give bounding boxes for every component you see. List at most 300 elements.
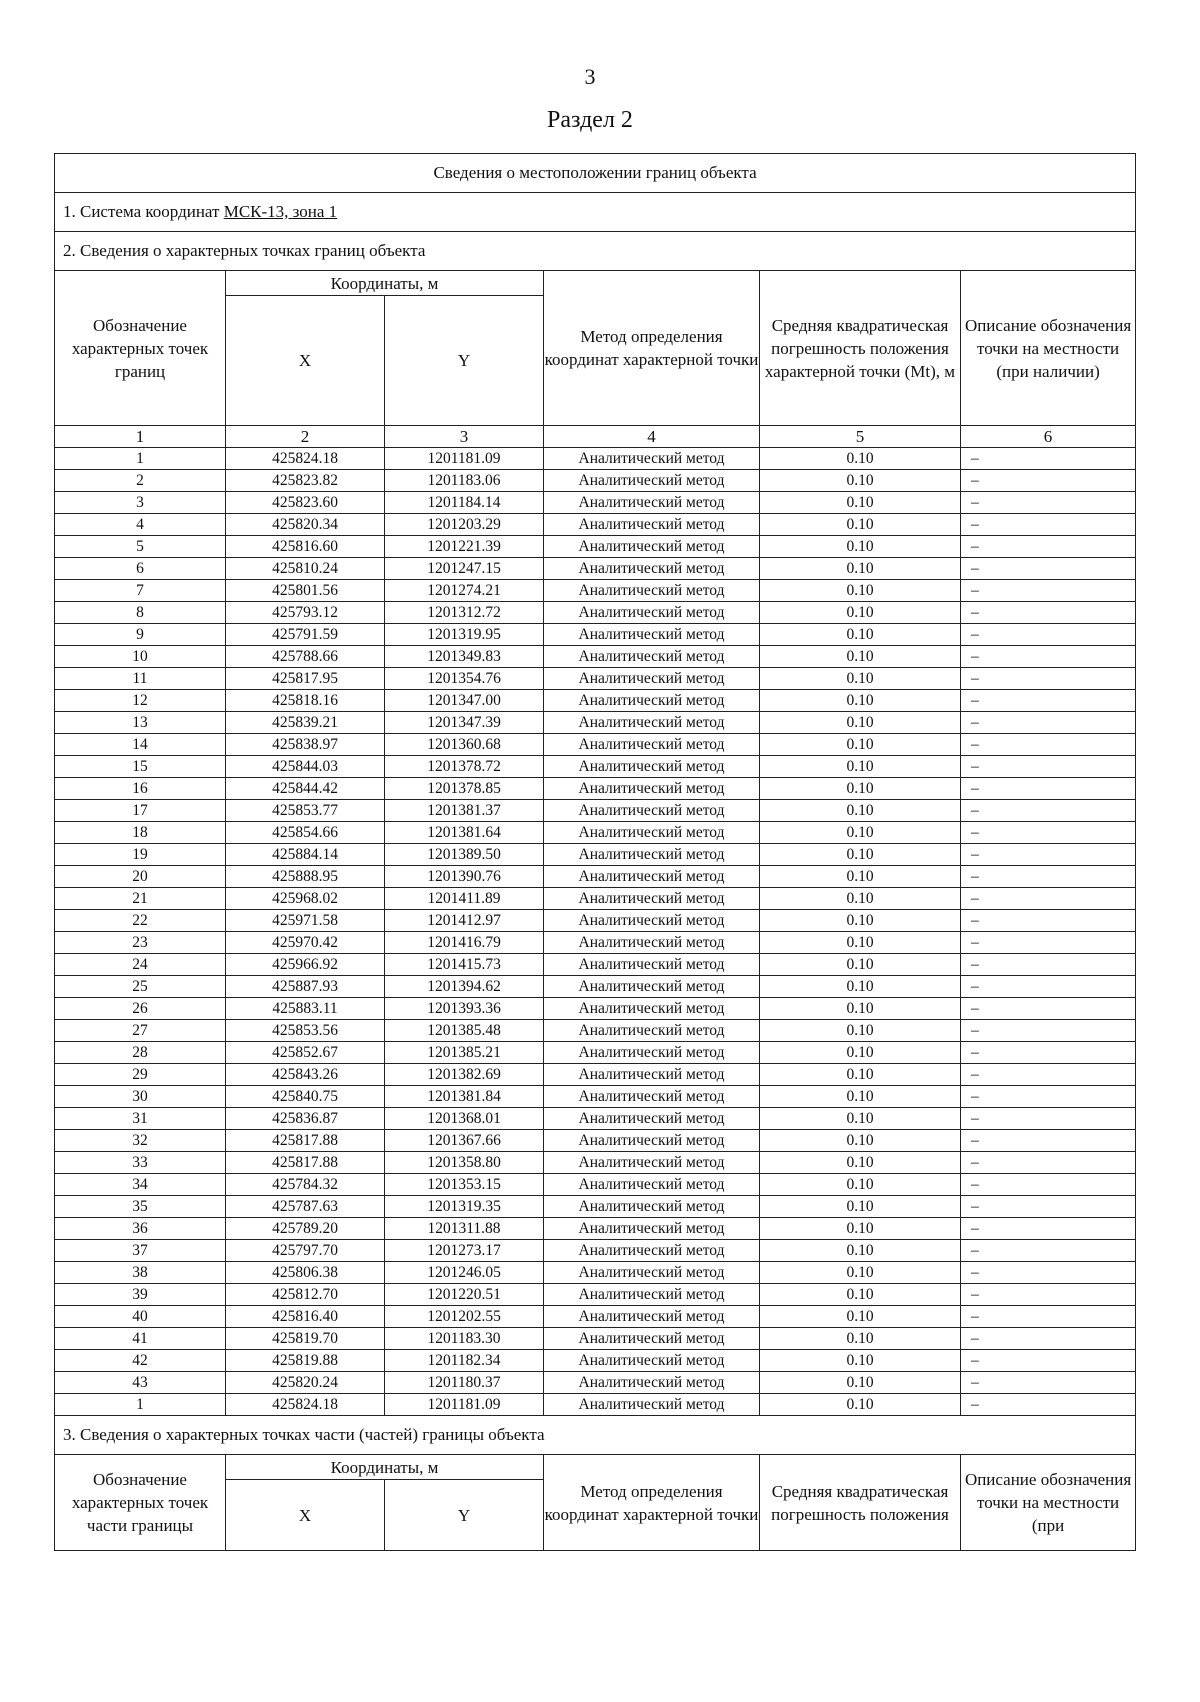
table-row	[55, 756, 1136, 778]
coordinate-y-cell: 1201181.09	[385, 1394, 544, 1416]
coordinate-y-cell: 1201247.15	[385, 558, 544, 580]
method-cell: Аналитический метод	[544, 778, 760, 800]
table-row	[55, 668, 1136, 690]
column-number: 2	[226, 426, 385, 448]
method-cell: Аналитический метод	[544, 756, 760, 778]
point-number-cell: 5	[55, 536, 226, 558]
coordinate-y-cell: 1201393.36	[385, 998, 544, 1020]
accuracy-cell: 0.10	[760, 734, 961, 756]
coordinate-x-cell: 425883.11	[226, 998, 385, 1020]
description-cell: –	[961, 1086, 1136, 1108]
description-cell: –	[961, 954, 1136, 976]
point-number-cell: 29	[55, 1064, 226, 1086]
accuracy-cell: 0.10	[760, 448, 961, 470]
table-row	[55, 558, 1136, 580]
coordinate-y-cell: 1201183.06	[385, 470, 544, 492]
coordinate-x-cell: 425853.77	[226, 800, 385, 822]
accuracy-cell: 0.10	[760, 668, 961, 690]
accuracy-cell: 0.10	[760, 800, 961, 822]
coordinate-x-cell: 425791.59	[226, 624, 385, 646]
point-number-cell: 9	[55, 624, 226, 646]
description-cell: –	[961, 866, 1136, 888]
point-number-cell: 1	[55, 448, 226, 470]
accuracy-cell: 0.10	[760, 756, 961, 778]
coordinate-x-cell: 425797.70	[226, 1240, 385, 1262]
accuracy-cell: 0.10	[760, 646, 961, 668]
table-row	[55, 1130, 1136, 1152]
point-number-cell: 8	[55, 602, 226, 624]
coordinate-x-cell: 425968.02	[226, 888, 385, 910]
coordinate-y-cell: 1201349.83	[385, 646, 544, 668]
point-number-cell: 25	[55, 976, 226, 998]
point-number-cell: 14	[55, 734, 226, 756]
method-cell: Аналитический метод	[544, 976, 760, 998]
method-cell: Аналитический метод	[544, 844, 760, 866]
point-number-cell: 4	[55, 514, 226, 536]
coordinate-x-cell: 425824.18	[226, 448, 385, 470]
accuracy-cell: 0.10	[760, 1196, 961, 1218]
description-cell: –	[961, 1042, 1136, 1064]
description-cell: –	[961, 1130, 1136, 1152]
part-header-x: X	[226, 1480, 385, 1551]
coordinate-y-cell: 1201347.39	[385, 712, 544, 734]
description-cell: –	[961, 976, 1136, 998]
coordinate-y-cell: 1201319.35	[385, 1196, 544, 1218]
point-number-cell: 1	[55, 1394, 226, 1416]
point-number-cell: 11	[55, 668, 226, 690]
description-cell: –	[961, 514, 1136, 536]
coordinate-x-cell: 425788.66	[226, 646, 385, 668]
accuracy-cell: 0.10	[760, 1262, 961, 1284]
point-number-cell: 34	[55, 1174, 226, 1196]
method-cell: Аналитический метод	[544, 800, 760, 822]
coordinate-x-cell: 425816.60	[226, 536, 385, 558]
coordinate-y-cell: 1201358.80	[385, 1152, 544, 1174]
point-number-cell: 18	[55, 822, 226, 844]
point-number-cell: 19	[55, 844, 226, 866]
table-row	[55, 866, 1136, 888]
method-cell: Аналитический метод	[544, 448, 760, 470]
section-title: Раздел 2	[547, 107, 633, 133]
coordinate-y-cell: 1201385.48	[385, 1020, 544, 1042]
coordinate-y-cell: 1201412.97	[385, 910, 544, 932]
method-cell: Аналитический метод	[544, 822, 760, 844]
coordinate-y-cell: 1201385.21	[385, 1042, 544, 1064]
point-number-cell: 24	[55, 954, 226, 976]
method-cell: Аналитический метод	[544, 888, 760, 910]
point-number-cell: 40	[55, 1306, 226, 1328]
description-cell: –	[961, 998, 1136, 1020]
method-cell: Аналитический метод	[544, 910, 760, 932]
table-row	[55, 492, 1136, 514]
coordinate-y-cell: 1201221.39	[385, 536, 544, 558]
table-row	[55, 1372, 1136, 1394]
table-row	[55, 800, 1136, 822]
table-row	[55, 888, 1136, 910]
point-number-cell: 37	[55, 1240, 226, 1262]
point-number-cell: 36	[55, 1218, 226, 1240]
table-row	[55, 1174, 1136, 1196]
boundary-info-form	[54, 153, 1135, 1551]
part-section-title: 3. Сведения о характерных точках части (частей) границы объекта	[55, 1416, 1136, 1455]
point-number-cell: 15	[55, 756, 226, 778]
coordinate-x-cell: 425971.58	[226, 910, 385, 932]
description-cell: –	[961, 734, 1136, 756]
description-cell: –	[961, 1328, 1136, 1350]
description-cell: –	[961, 932, 1136, 954]
accuracy-cell: 0.10	[760, 1372, 961, 1394]
method-cell: Аналитический метод	[544, 514, 760, 536]
coordinate-x-cell: 425823.82	[226, 470, 385, 492]
coordinate-x-cell: 425816.40	[226, 1306, 385, 1328]
accuracy-cell: 0.10	[760, 580, 961, 602]
coordinate-x-cell: 425839.21	[226, 712, 385, 734]
table-row	[55, 1240, 1136, 1262]
coordinate-x-cell: 425817.88	[226, 1130, 385, 1152]
method-cell: Аналитический метод	[544, 932, 760, 954]
coordinate-x-cell: 425801.56	[226, 580, 385, 602]
part-header-description: Описание обозначения точки на местности (при	[961, 1455, 1136, 1551]
point-number-cell: 38	[55, 1262, 226, 1284]
description-cell: –	[961, 1306, 1136, 1328]
method-cell: Аналитический метод	[544, 712, 760, 734]
description-cell: –	[961, 602, 1136, 624]
coordinate-y-cell: 1201378.72	[385, 756, 544, 778]
coordinate-x-cell: 425884.14	[226, 844, 385, 866]
coordinate-y-cell: 1201378.85	[385, 778, 544, 800]
description-cell: –	[961, 822, 1136, 844]
coordinate-x-cell: 425810.24	[226, 558, 385, 580]
coordinate-y-cell: 1201390.76	[385, 866, 544, 888]
description-cell: –	[961, 492, 1136, 514]
method-cell: Аналитический метод	[544, 536, 760, 558]
coordinate-y-cell: 1201274.21	[385, 580, 544, 602]
description-cell: –	[961, 1262, 1136, 1284]
coordinate-y-cell: 1201184.14	[385, 492, 544, 514]
method-cell: Аналитический метод	[544, 1350, 760, 1372]
method-cell: Аналитический метод	[544, 492, 760, 514]
description-cell: –	[961, 1196, 1136, 1218]
accuracy-cell: 0.10	[760, 558, 961, 580]
point-number-cell: 20	[55, 866, 226, 888]
table-row	[55, 448, 1136, 470]
table-row	[55, 1152, 1136, 1174]
table-row	[55, 954, 1136, 976]
table-row	[55, 712, 1136, 734]
accuracy-cell: 0.10	[760, 954, 961, 976]
method-cell: Аналитический метод	[544, 1064, 760, 1086]
table-row	[55, 1020, 1136, 1042]
accuracy-cell: 0.10	[760, 1086, 961, 1108]
coordinate-y-cell: 1201273.17	[385, 1240, 544, 1262]
point-number-cell: 33	[55, 1152, 226, 1174]
coordinate-y-cell: 1201389.50	[385, 844, 544, 866]
description-cell: –	[961, 1240, 1136, 1262]
coordinate-y-cell: 1201311.88	[385, 1218, 544, 1240]
accuracy-cell: 0.10	[760, 1306, 961, 1328]
point-number-cell: 17	[55, 800, 226, 822]
method-cell: Аналитический метод	[544, 1284, 760, 1306]
coordinate-y-cell: 1201319.95	[385, 624, 544, 646]
accuracy-cell: 0.10	[760, 1130, 961, 1152]
coordinate-y-cell: 1201183.30	[385, 1328, 544, 1350]
header-coordinates: Координаты, м	[226, 271, 544, 296]
coordinate-x-cell: 425784.32	[226, 1174, 385, 1196]
description-cell: –	[961, 778, 1136, 800]
column-number: 5	[760, 426, 961, 448]
coordinate-x-cell: 425852.67	[226, 1042, 385, 1064]
accuracy-cell: 0.10	[760, 712, 961, 734]
point-number-cell: 22	[55, 910, 226, 932]
accuracy-cell: 0.10	[760, 1328, 961, 1350]
table-row	[55, 514, 1136, 536]
column-number: 6	[961, 426, 1136, 448]
accuracy-cell: 0.10	[760, 690, 961, 712]
coordinate-x-cell: 425843.26	[226, 1064, 385, 1086]
description-cell: –	[961, 646, 1136, 668]
accuracy-cell: 0.10	[760, 1020, 961, 1042]
coordinate-y-cell: 1201411.89	[385, 888, 544, 910]
method-cell: Аналитический метод	[544, 1218, 760, 1240]
method-cell: Аналитический метод	[544, 734, 760, 756]
point-number-cell: 21	[55, 888, 226, 910]
coordinate-x-cell: 425853.56	[226, 1020, 385, 1042]
description-cell: –	[961, 1064, 1136, 1086]
coordinate-system	[55, 193, 1136, 232]
point-number-cell: 39	[55, 1284, 226, 1306]
part-header-coordinates: Координаты, м	[226, 1455, 544, 1480]
table-row	[55, 580, 1136, 602]
accuracy-cell: 0.10	[760, 844, 961, 866]
accuracy-cell: 0.10	[760, 1218, 961, 1240]
table-row	[55, 1262, 1136, 1284]
method-cell: Аналитический метод	[544, 1152, 760, 1174]
point-number-cell: 23	[55, 932, 226, 954]
table-row	[55, 470, 1136, 492]
main-table	[54, 153, 1136, 1551]
description-cell: –	[961, 558, 1136, 580]
part-header-designation: Обозначение характерных точек части границы	[55, 1455, 226, 1551]
table-row	[55, 998, 1136, 1020]
description-cell: –	[961, 1350, 1136, 1372]
coordinate-system-value: МСК-13, зона 1	[223, 202, 338, 221]
accuracy-cell: 0.10	[760, 822, 961, 844]
accuracy-cell: 0.10	[760, 492, 961, 514]
method-cell: Аналитический метод	[544, 1020, 760, 1042]
accuracy-cell: 0.10	[760, 1174, 961, 1196]
column-number-row	[55, 426, 1136, 448]
coordinate-x-cell: 425824.18	[226, 1394, 385, 1416]
header-description: Описание обозначения точки на местности (при наличии)	[961, 271, 1136, 426]
accuracy-cell: 0.10	[760, 514, 961, 536]
description-cell: –	[961, 1372, 1136, 1394]
coordinate-y-cell: 1201180.37	[385, 1372, 544, 1394]
accuracy-cell: 0.10	[760, 1108, 961, 1130]
table-row	[55, 976, 1136, 998]
table-row	[55, 1328, 1136, 1350]
accuracy-cell: 0.10	[760, 1394, 961, 1416]
coordinate-x-cell: 425854.66	[226, 822, 385, 844]
description-cell: –	[961, 470, 1136, 492]
table-row	[55, 1108, 1136, 1130]
coordinate-y-cell: 1201182.34	[385, 1350, 544, 1372]
header-designation: Обозначение характерных точек границ	[55, 271, 226, 426]
table-row	[55, 646, 1136, 668]
description-cell: –	[961, 536, 1136, 558]
method-cell: Аналитический метод	[544, 1174, 760, 1196]
coordinate-x-cell: 425888.95	[226, 866, 385, 888]
method-cell: Аналитический метод	[544, 1372, 760, 1394]
coordinate-x-cell: 425819.70	[226, 1328, 385, 1350]
description-cell: –	[961, 624, 1136, 646]
coordinate-x-cell: 425793.12	[226, 602, 385, 624]
coordinate-x-cell: 425820.24	[226, 1372, 385, 1394]
point-number-cell: 12	[55, 690, 226, 712]
accuracy-cell: 0.10	[760, 888, 961, 910]
method-cell: Аналитический метод	[544, 998, 760, 1020]
coordinate-x-cell: 425844.42	[226, 778, 385, 800]
table-row	[55, 602, 1136, 624]
description-cell: –	[961, 1174, 1136, 1196]
description-cell: –	[961, 1284, 1136, 1306]
coordinate-y-cell: 1201415.73	[385, 954, 544, 976]
coordinate-x-cell: 425836.87	[226, 1108, 385, 1130]
description-cell: –	[961, 756, 1136, 778]
method-cell: Аналитический метод	[544, 690, 760, 712]
method-cell: Аналитический метод	[544, 1196, 760, 1218]
coordinate-y-cell: 1201354.76	[385, 668, 544, 690]
table-row	[55, 624, 1136, 646]
point-number-cell: 35	[55, 1196, 226, 1218]
coordinate-y-cell: 1201353.15	[385, 1174, 544, 1196]
accuracy-cell: 0.10	[760, 1064, 961, 1086]
table-row	[55, 536, 1136, 558]
method-cell: Аналитический метод	[544, 866, 760, 888]
coordinate-y-cell: 1201181.09	[385, 448, 544, 470]
coordinate-system-label: 1. Система координат	[63, 202, 224, 221]
part-header-error: Средняя квадратическая погрешность положения	[760, 1455, 961, 1551]
coordinate-x-cell: 425820.34	[226, 514, 385, 536]
header-method: Метод определения координат характерной точки	[544, 271, 760, 426]
point-number-cell: 10	[55, 646, 226, 668]
point-number-cell: 30	[55, 1086, 226, 1108]
description-cell: –	[961, 1020, 1136, 1042]
coordinate-y-cell: 1201368.01	[385, 1108, 544, 1130]
coordinate-y-cell: 1201381.37	[385, 800, 544, 822]
method-cell: Аналитический метод	[544, 624, 760, 646]
coordinate-x-cell: 425838.97	[226, 734, 385, 756]
accuracy-cell: 0.10	[760, 1152, 961, 1174]
coordinate-x-cell: 425789.20	[226, 1218, 385, 1240]
point-number-cell: 2	[55, 470, 226, 492]
point-number-cell: 7	[55, 580, 226, 602]
method-cell: Аналитический метод	[544, 470, 760, 492]
point-number-cell: 31	[55, 1108, 226, 1130]
method-cell: Аналитический метод	[544, 1042, 760, 1064]
coordinate-y-cell: 1201382.69	[385, 1064, 544, 1086]
coordinate-y-cell: 1201367.66	[385, 1130, 544, 1152]
description-cell: –	[961, 1108, 1136, 1130]
method-cell: Аналитический метод	[544, 1306, 760, 1328]
table-row	[55, 1196, 1136, 1218]
coordinate-y-cell: 1201203.29	[385, 514, 544, 536]
point-number-cell: 32	[55, 1130, 226, 1152]
header-error: Средняя квадратическая погрешность положения характерной точки (Mt), м	[760, 271, 961, 426]
description-cell: –	[961, 1218, 1136, 1240]
accuracy-cell: 0.10	[760, 910, 961, 932]
table-row	[55, 778, 1136, 800]
table-row	[55, 844, 1136, 866]
point-number-cell: 16	[55, 778, 226, 800]
point-number-cell: 43	[55, 1372, 226, 1394]
coordinate-y-cell: 1201394.62	[385, 976, 544, 998]
coordinate-x-cell: 425787.63	[226, 1196, 385, 1218]
coordinate-x-cell: 425817.95	[226, 668, 385, 690]
accuracy-cell: 0.10	[760, 778, 961, 800]
accuracy-cell: 0.10	[760, 624, 961, 646]
coordinate-y-cell: 1201202.55	[385, 1306, 544, 1328]
column-number: 1	[55, 426, 226, 448]
accuracy-cell: 0.10	[760, 1240, 961, 1262]
description-cell: –	[961, 448, 1136, 470]
column-number: 3	[385, 426, 544, 448]
description-cell: –	[961, 668, 1136, 690]
method-cell: Аналитический метод	[544, 954, 760, 976]
coordinate-x-cell: 425817.88	[226, 1152, 385, 1174]
coordinate-y-cell: 1201416.79	[385, 932, 544, 954]
method-cell: Аналитический метод	[544, 1130, 760, 1152]
accuracy-cell: 0.10	[760, 998, 961, 1020]
coordinate-y-cell: 1201360.68	[385, 734, 544, 756]
coordinate-x-cell: 425812.70	[226, 1284, 385, 1306]
coordinate-y-cell: 1201312.72	[385, 602, 544, 624]
description-cell: –	[961, 800, 1136, 822]
accuracy-cell: 0.10	[760, 602, 961, 624]
block-title: Сведения о местоположении границ объекта	[55, 154, 1136, 193]
header-x: X	[226, 296, 385, 426]
description-cell: –	[961, 910, 1136, 932]
point-number-cell: 27	[55, 1020, 226, 1042]
method-cell: Аналитический метод	[544, 668, 760, 690]
coordinate-y-cell: 1201381.64	[385, 822, 544, 844]
accuracy-cell: 0.10	[760, 1284, 961, 1306]
table-row	[55, 1086, 1136, 1108]
description-cell: –	[961, 580, 1136, 602]
description-cell: –	[961, 1152, 1136, 1174]
description-cell: –	[961, 844, 1136, 866]
description-cell: –	[961, 712, 1136, 734]
accuracy-cell: 0.10	[760, 866, 961, 888]
coordinate-x-cell: 425823.60	[226, 492, 385, 514]
point-number-cell: 3	[55, 492, 226, 514]
accuracy-cell: 0.10	[760, 976, 961, 998]
method-cell: Аналитический метод	[544, 1086, 760, 1108]
accuracy-cell: 0.10	[760, 1350, 961, 1372]
coordinate-x-cell: 425844.03	[226, 756, 385, 778]
page-number: 3	[584, 64, 596, 89]
point-number-cell: 28	[55, 1042, 226, 1064]
header-y: Y	[385, 296, 544, 426]
coordinate-x-cell: 425819.88	[226, 1350, 385, 1372]
coordinate-x-cell: 425818.16	[226, 690, 385, 712]
point-number-cell: 41	[55, 1328, 226, 1350]
table-row	[55, 690, 1136, 712]
table-row	[55, 1350, 1136, 1372]
accuracy-cell: 0.10	[760, 1042, 961, 1064]
coordinate-y-cell: 1201347.00	[385, 690, 544, 712]
description-cell: –	[961, 1394, 1136, 1416]
coordinate-x-cell: 425887.93	[226, 976, 385, 998]
